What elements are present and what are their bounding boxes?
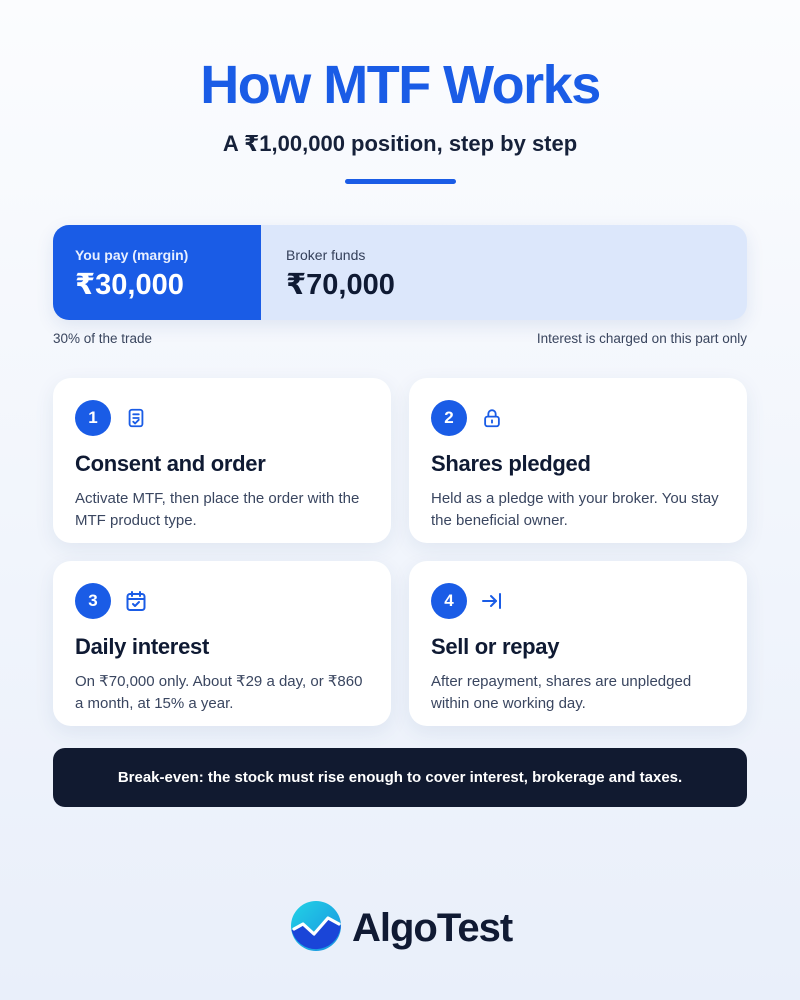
step-number-badge: 1 [75,400,111,436]
step-card-4 [409,561,747,726]
break-even-callout: Break-even: the stock must rise enough to cover interest, brokerage and taxes. [53,748,747,807]
arrow-to-line-icon [480,589,504,613]
algotest-logo-icon [290,900,342,957]
document-icon [124,406,148,430]
step-title: Consent and order [75,451,266,476]
step-description: Held as a pledge with your broker. You stay the beneficial owner. [431,490,719,529]
title-underline [345,179,456,184]
broker-segment [261,225,747,320]
broker-value: ₹70,000 [286,269,395,301]
lock-icon [480,406,504,430]
step-card-2 [409,378,747,543]
brand-name: AlgoTest [352,905,513,950]
page-title: How MTF Works [200,55,600,115]
brand-logo [290,902,512,954]
step-number-badge: 2 [431,400,467,436]
step-title: Daily interest [75,634,209,659]
margin-label: You pay (margin) [75,247,189,263]
step-description: After repayment, shares are unpledged within one working day. [431,673,692,712]
margin-value: ₹30,000 [75,269,184,301]
step-description: Activate MTF, then place the order with the MTF product type. [75,490,360,529]
interest-note: Interest is charged on this part only [536,331,747,346]
step-number-badge: 3 [75,583,111,619]
step-card-3 [53,561,391,726]
calendar-icon [124,589,148,613]
page-subtitle: A ₹1,00,000 position, step by step [222,131,578,156]
funding-split-bar [53,225,747,320]
margin-note: 30% of the trade [53,331,153,346]
step-card-1 [53,378,391,543]
broker-label: Broker funds [286,247,366,263]
step-title: Sell or repay [431,634,560,659]
margin-segment [53,225,261,320]
step-number-badge: 4 [431,583,467,619]
step-description: On ₹70,000 only. About ₹29 a day, or ₹860 a month, at 15% a year. [75,673,363,712]
step-title: Shares pledged [431,451,591,476]
